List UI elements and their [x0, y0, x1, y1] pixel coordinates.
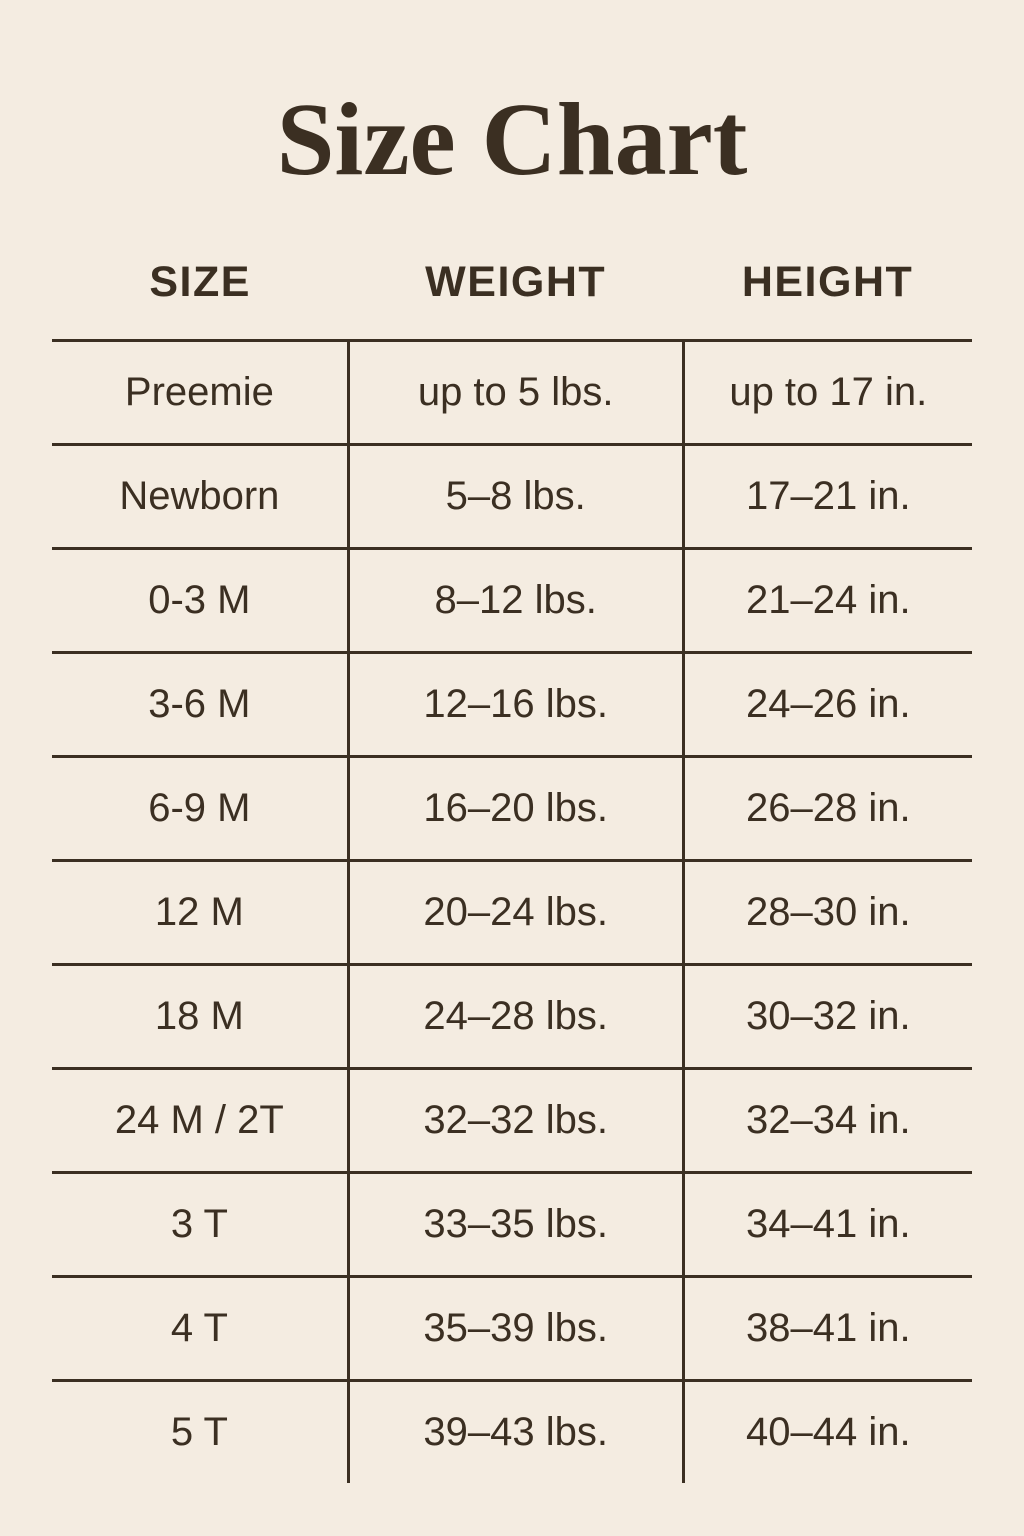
table-row [52, 1069, 972, 1173]
cell-height: 26–28 in. [683, 757, 972, 861]
cell-size: 18 M [52, 965, 348, 1069]
cell-size: 3 T [52, 1173, 348, 1277]
cell-weight: 20–24 lbs. [348, 861, 683, 965]
header-row [52, 258, 972, 341]
cell-height: 34–41 in. [683, 1173, 972, 1277]
cell-weight: 39–43 lbs. [348, 1381, 683, 1484]
cell-height: 17–21 in. [683, 445, 972, 549]
table-row [52, 445, 972, 549]
cell-weight: 33–35 lbs. [348, 1173, 683, 1277]
cell-height: 21–24 in. [683, 549, 972, 653]
table-header [52, 258, 972, 341]
column-header-height: HEIGHT [741, 258, 914, 306]
cell-size: 24 M / 2T [52, 1069, 348, 1173]
cell-height: 38–41 in. [683, 1277, 972, 1381]
cell-height: 30–32 in. [683, 965, 972, 1069]
cell-weight: 32–32 lbs. [348, 1069, 683, 1173]
cell-height: 24–26 in. [683, 653, 972, 757]
cell-height: up to 17 in. [683, 341, 972, 445]
column-header-weight: WEIGHT [425, 258, 607, 306]
table-row [52, 1277, 972, 1381]
cell-weight: up to 5 lbs. [348, 341, 683, 445]
cell-height: 28–30 in. [683, 861, 972, 965]
cell-height: 32–34 in. [683, 1069, 972, 1173]
table-row [52, 965, 972, 1069]
cell-size: 3-6 M [52, 653, 348, 757]
cell-weight: 24–28 lbs. [348, 965, 683, 1069]
cell-size: 0-3 M [52, 549, 348, 653]
table-row [52, 1173, 972, 1277]
table-row [52, 653, 972, 757]
table-row [52, 757, 972, 861]
cell-size: 12 M [52, 861, 348, 965]
cell-weight: 8–12 lbs. [348, 549, 683, 653]
cell-size: Newborn [52, 445, 348, 549]
table-row [52, 861, 972, 965]
column-header-size: SIZE [149, 258, 251, 306]
table-body [52, 341, 972, 1484]
cell-size: Preemie [52, 341, 348, 445]
cell-height: 40–44 in. [683, 1381, 972, 1484]
table-row [52, 341, 972, 445]
cell-weight: 35–39 lbs. [348, 1277, 683, 1381]
cell-size: 6-9 M [52, 757, 348, 861]
table-row [52, 549, 972, 653]
cell-size: 5 T [52, 1381, 348, 1484]
table-row [52, 1381, 972, 1484]
cell-size: 4 T [52, 1277, 348, 1381]
cell-weight: 5–8 lbs. [348, 445, 683, 549]
page-title: Size Chart [276, 82, 748, 197]
cell-weight: 12–16 lbs. [348, 653, 683, 757]
cell-weight: 16–20 lbs. [348, 757, 683, 861]
size-chart-table [52, 258, 972, 1483]
